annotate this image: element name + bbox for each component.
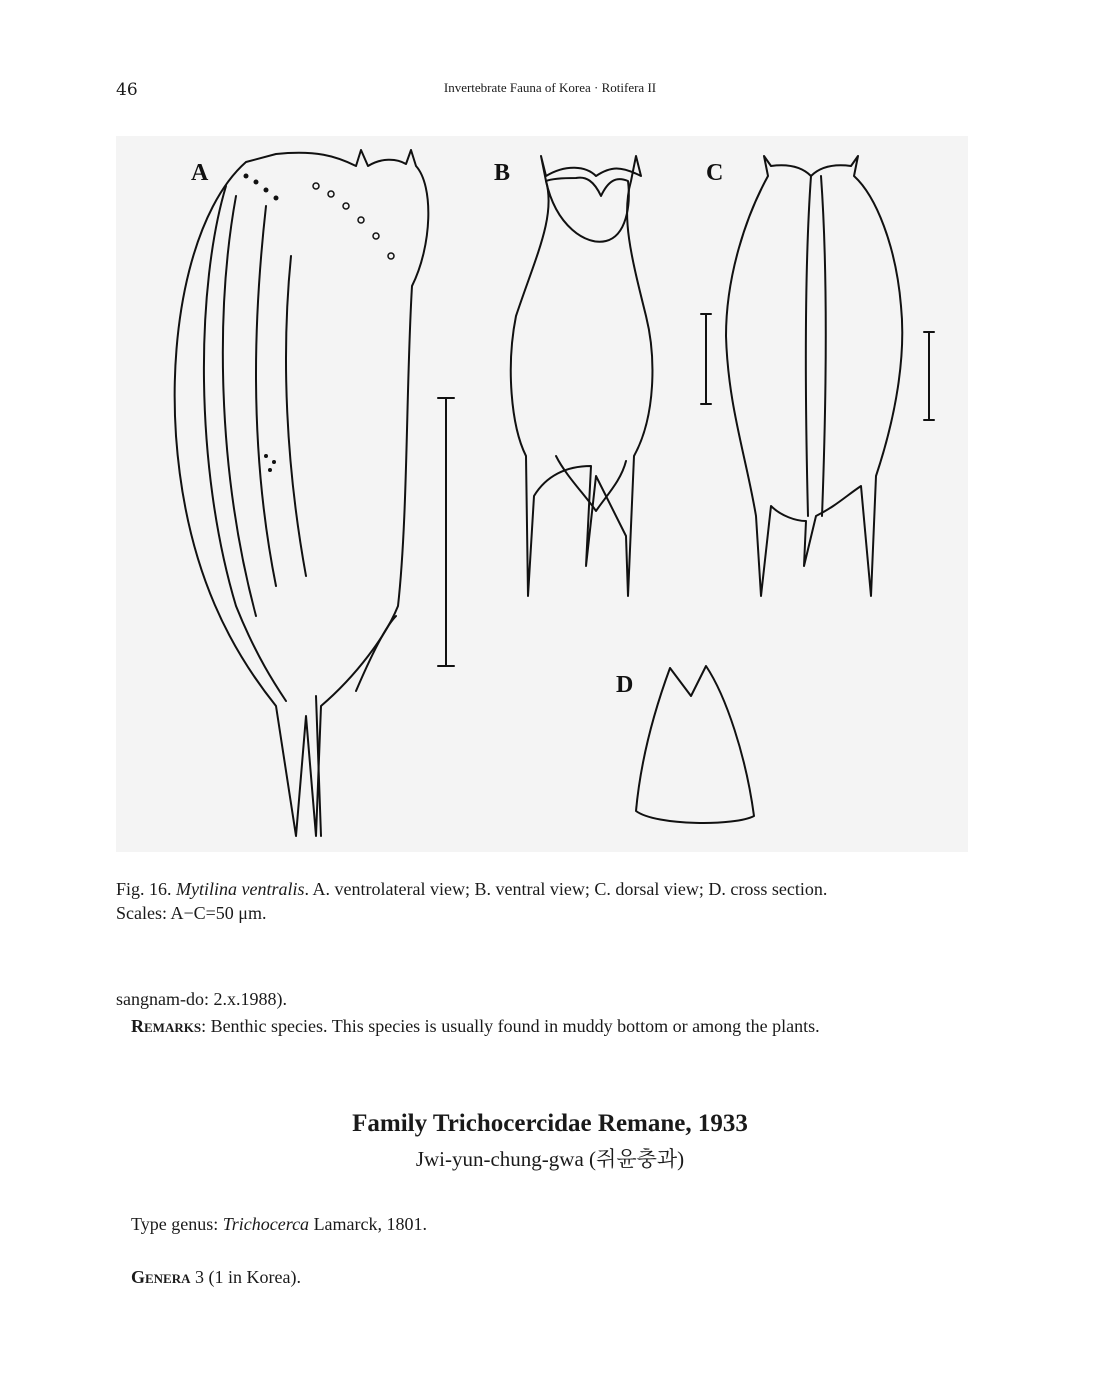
genera-text: 3 (1 in Korea). <box>195 1267 301 1287</box>
drawing-a-dots <box>244 174 395 473</box>
caption-species: Mytilina ventralis <box>176 879 305 899</box>
page-number: 46 <box>116 80 138 100</box>
type-genus-line <box>131 1212 427 1236</box>
drawing-d <box>636 666 754 823</box>
genera-label: Genera <box>131 1267 191 1287</box>
fig-label-d: D <box>616 672 634 698</box>
caption-scales: Scales: A−C=50 μm. <box>116 903 267 923</box>
remarks-text: : Benthic species. This species is usually found in muddy bottom or among the plants. <box>201 1016 820 1036</box>
fig-label-b: B <box>494 160 511 186</box>
figure-illustration <box>116 136 968 852</box>
fig-label-a: A <box>191 160 209 186</box>
drawing-a <box>175 150 454 836</box>
caption-fig-number: Fig. 16. <box>116 879 172 899</box>
running-title: Invertebrate Fauna of Korea · Rotifera II <box>443 80 657 95</box>
drawing-c <box>726 156 934 596</box>
type-genus-label: Type genus: <box>131 1214 219 1234</box>
family-title: Family Trichocercidae Remane, 1933 <box>352 1110 748 1137</box>
remarks-paragraph <box>131 1014 991 1038</box>
locality-tail: sangnam-do: 2.x.1988). <box>116 989 287 1009</box>
caption-descriptions: . A. ventrolateral view; B. ventral view; C. dorsal view; D. cross section. <box>304 879 828 899</box>
family-korean-name: Jwi-yun-chung-gwa (쥐윤충과) <box>415 1147 685 1171</box>
fig-label-c: C <box>706 160 724 186</box>
figure-caption <box>116 877 986 925</box>
figure-panel <box>116 136 968 852</box>
drawing-b <box>511 156 711 596</box>
type-genus-name: Trichocerca <box>222 1214 310 1234</box>
remarks-label: Remarks <box>131 1016 202 1036</box>
type-genus-author: Lamarck, 1801. <box>313 1214 428 1234</box>
genera-line <box>131 1265 301 1289</box>
